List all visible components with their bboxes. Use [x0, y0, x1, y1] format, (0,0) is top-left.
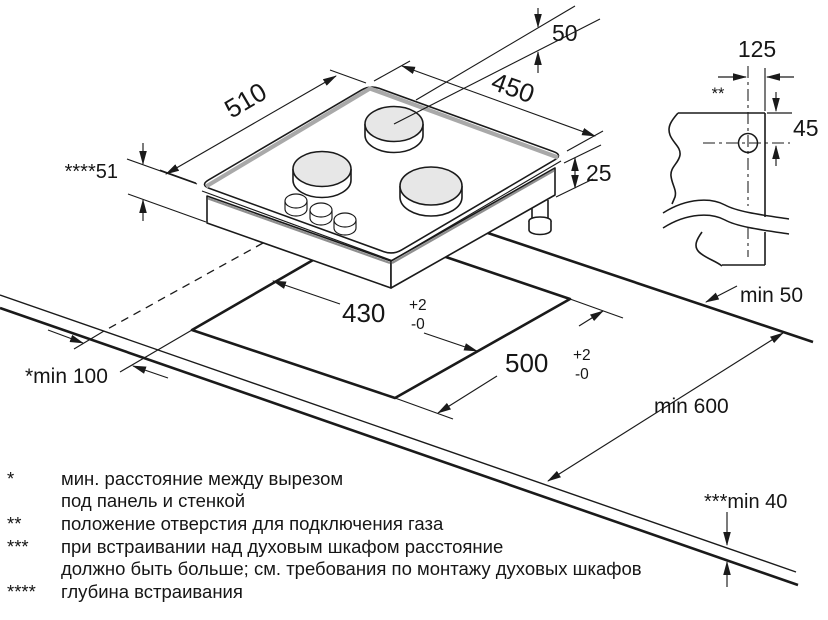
dim-51-label: ****51 — [64, 161, 118, 183]
dim-125-label: 125 — [737, 36, 777, 62]
break-curve — [663, 200, 789, 219]
dimension-51-build-in-depth — [65, 143, 206, 222]
dim-line — [579, 311, 603, 326]
footnote-mark: *** — [7, 536, 29, 557]
dim-430-tol-minus: -0 — [411, 316, 425, 333]
dim-line — [273, 281, 340, 304]
footnote-mark: **** — [7, 581, 36, 602]
cutout-ext-rear-left — [120, 330, 192, 372]
dim-500-tol-plus: +2 — [573, 347, 591, 364]
ext-line — [128, 194, 206, 222]
footnote-mark: * — [7, 468, 15, 489]
gas-hole-note-mark: ** — [711, 85, 725, 103]
knob-3 — [334, 213, 356, 227]
gas-connection-detail — [663, 36, 819, 266]
wall-projection-dashed-line — [104, 243, 263, 331]
dim-430-label: 430 — [342, 298, 386, 328]
dim-430-tol-plus: +2 — [409, 297, 427, 314]
ext-line — [374, 61, 410, 81]
arrow — [133, 366, 168, 378]
burner-left — [293, 152, 351, 187]
footnote-text: мин. расстояние между вырезом — [61, 468, 344, 489]
footnote-text: положение отверстия для подключения газа — [61, 513, 444, 534]
ext-line — [160, 170, 196, 183]
dim-line — [438, 376, 497, 413]
footnote-text: должно быть больше; см. требования по монтажу духовых шкафов — [61, 558, 642, 579]
dim-510-label: 510 — [219, 76, 272, 125]
min-50-label: min 50 — [740, 284, 804, 307]
gas-hob — [202, 87, 561, 288]
footnote-text: под панель и стенкой — [61, 490, 246, 511]
dimension-min-40 — [704, 491, 787, 587]
dim-45-label: 45 — [793, 115, 819, 141]
burner-right — [400, 167, 462, 205]
leader-arrow — [706, 286, 737, 302]
dimension-25 — [556, 145, 612, 197]
min-600-label: min 600 — [654, 395, 729, 418]
dim-450-label: 450 — [487, 66, 539, 110]
min-100-label: *min 100 — [25, 365, 108, 388]
min-40-label: ***min 40 — [704, 491, 788, 513]
ext-line — [567, 131, 603, 151]
dimension-430 — [273, 281, 477, 351]
dimension-min-50 — [706, 284, 803, 307]
dim-50-label: 50 — [552, 20, 578, 46]
break-curve — [663, 215, 789, 234]
dim-500-tol-minus: -0 — [575, 366, 589, 383]
footnote-text: глубина встраивания — [61, 581, 243, 602]
dim-500-label: 500 — [505, 348, 549, 378]
footnote-text: при встраивании над духовым шкафом расстояние — [61, 536, 504, 557]
panel-left-broken-edge — [669, 113, 680, 204]
wall-projection-extension — [74, 331, 104, 349]
knob-2 — [310, 203, 332, 217]
panel-left-broken-edge-lower — [696, 232, 722, 266]
dim-25-label: 25 — [586, 160, 612, 186]
knob-1 — [285, 194, 307, 208]
footnotes — [7, 468, 642, 602]
gas-pipe-cap — [529, 221, 551, 235]
footnote-mark: ** — [7, 513, 22, 534]
dim-line — [424, 333, 477, 351]
